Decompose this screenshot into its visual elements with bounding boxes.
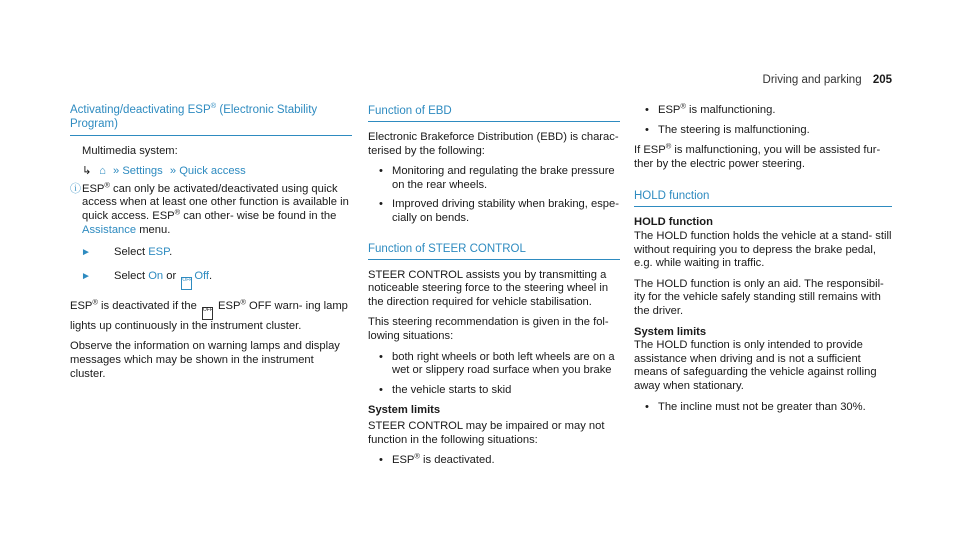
- ebd-text: Electronic Brakeforce Distribution (EBD) is charac- terised by the following:: [368, 131, 619, 157]
- assist-text: If ESP® is malfunctioning, you will be assisted fur- ther by the electric power steering.: [634, 141, 881, 170]
- ebd-heading: Function of EBD: [368, 104, 620, 122]
- system-limits-heading: System limits: [634, 325, 707, 338]
- section-title: Driving and parking: [762, 74, 862, 86]
- esp-off-icon: OFF: [181, 277, 192, 290]
- nav-settings-link[interactable]: Settings: [122, 165, 163, 178]
- steer-text-1: STEER CONTROL assists you by transmitting a noticeable steering force to the steering wheel in the direction required for vehicle stabilisation.: [368, 268, 609, 308]
- esp-section-heading: Activating/deactivating ESP® (Electronic Stability Program): [70, 104, 352, 136]
- nav-path: [82, 165, 352, 179]
- page-number: 205: [872, 74, 892, 86]
- off-option[interactable]: Off: [194, 269, 210, 282]
- list-item: • the vehicle starts to skid: [379, 383, 512, 396]
- malfunction-list: [634, 101, 892, 137]
- esp-deactivated-text: ESP® is deactivated if the OFF ESP® OFF warn- ing lamp lights up continuously in the instrument cluster.: [70, 297, 348, 332]
- action-arrow-icon: ►: [81, 247, 91, 259]
- system-label: Multimedia system:: [82, 144, 178, 157]
- list-item: • ESP® is deactivated.: [379, 451, 495, 467]
- hold-limits-text: The HOLD function is only intended to provide assistance when driving and is not a sufficient means of safeguarding the vehicle against rolling away when stationary.: [634, 339, 877, 392]
- chevron-right-icon: »: [112, 165, 120, 178]
- system-limits-heading: System limits: [368, 404, 441, 417]
- steer-list: [368, 351, 620, 398]
- hold-subheading: HOLD function: [634, 216, 713, 229]
- ebd-list: [368, 165, 620, 225]
- action-select-on-off: ► Select On or OFF Off.: [70, 270, 352, 290]
- column-right: [634, 101, 892, 421]
- limits-list: [368, 451, 620, 468]
- assistance-menu-link[interactable]: Assistance: [82, 223, 137, 236]
- info-note: ⓘ ESP® can only be activated/deactivated using quick access when at least one other function is available in quick access. ESP® can other- wise be found in the Assistance menu.: [70, 180, 349, 236]
- chevron-right-icon: »: [169, 165, 177, 178]
- column-left: [70, 101, 352, 388]
- action-select-esp: ► Select ESP.: [81, 246, 173, 259]
- hold-text-2: The HOLD function is only an aid. The responsibil- ity for the vehicle safely standing still remains with the driver.: [634, 277, 884, 317]
- page-header: [763, 74, 892, 86]
- steer-text-2: This steering recommendation is given in the fol- lowing situations:: [368, 316, 609, 342]
- home-icon[interactable]: ⌂: [99, 165, 106, 178]
- list-item: • Monitoring and regulating the brake pressure on the rear wheels.: [379, 165, 615, 191]
- esp-off-warning-icon: OFF: [202, 307, 213, 320]
- steer-control-heading: Function of STEER CONTROL: [368, 242, 620, 260]
- esp-option[interactable]: ESP: [148, 246, 170, 259]
- list-item: • The incline must not be greater than 30%.: [645, 400, 866, 413]
- nav-quick-access-link[interactable]: Quick access: [179, 165, 246, 178]
- list-item: • Improved driving stability when braking, espe- cially on bends.: [379, 198, 619, 224]
- info-icon: ⓘ: [70, 182, 81, 195]
- hold-heading: HOLD function: [634, 189, 892, 207]
- column-middle: [368, 104, 620, 475]
- limits-text: STEER CONTROL may be impaired or may not function in the following situations:: [368, 419, 605, 446]
- nav-arrow-icon: ↳: [82, 165, 92, 178]
- list-item: • The steering is malfunctioning.: [645, 123, 810, 136]
- action-arrow-icon: ►: [81, 270, 91, 282]
- observe-text: Observe the information on warning lamps and display messages which may be shown in the instrument cluster.: [70, 340, 340, 380]
- list-item: • ESP® is malfunctioning.: [645, 101, 776, 116]
- hold-limits-list: [634, 401, 892, 415]
- hold-text-1: The HOLD function holds the vehicle at a stand- still without requiring you to depress the brake pedal, e.g. while waiting in traffic.: [634, 229, 892, 270]
- on-option[interactable]: On: [148, 269, 164, 282]
- list-item: • both right wheels or both left wheels are on a wet or slippery road surface when you brake: [379, 350, 615, 377]
